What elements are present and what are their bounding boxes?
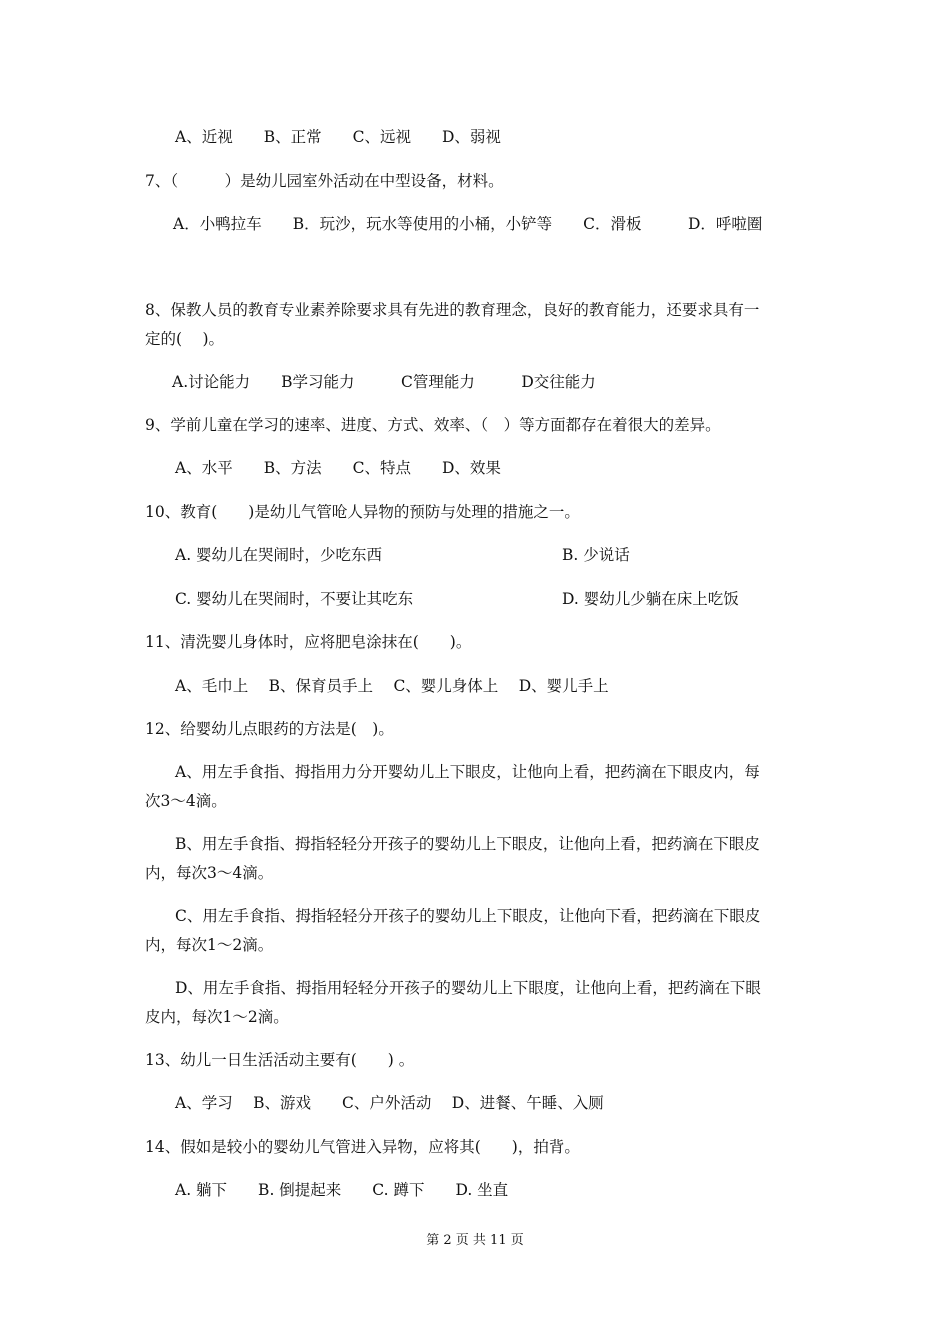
q10-option-a: A. 婴幼儿在哭闹时，少吃东西 [175,546,383,564]
q12-option-a-line2: 次3～4滴。 [145,792,227,810]
q7-options: A．小鸭拉车 B．玩沙，玩水等使用的小桶，小铲等 C．滑板 D．呼啦圈 [173,215,763,233]
q12-option-c-line2: 内，每次1～2滴。 [145,936,274,954]
q12-option-c-line1: C、用左手食指、拇指轻轻分开孩子的婴幼儿上下眼皮，让他向下看，把药滴在下眼皮 [175,907,761,925]
q13-stem: 13、幼儿一日生活活动主要有( ) 。 [145,1051,415,1069]
q14-options: A. 躺下 B. 倒提起来 C. 蹲下 D. 坐直 [175,1181,509,1199]
q12-stem: 12、给婴幼儿点眼药的方法是( )。 [145,720,394,738]
q7-stem: 7、（ ）是幼儿园室外活动在中型设备，材料。 [145,172,504,190]
q11-options: A、毛巾上 B、保育员手上 C、婴儿身体上 D、婴儿手上 [175,677,609,695]
q6-options: A、近视 B、正常 C、远视 D、弱视 [175,128,501,146]
q9-stem: 9、学前儿童在学习的速率、进度、方式、效率、（ ）等方面都存在着很大的差异。 [145,416,721,434]
q12-option-b-line2: 内，每次3～4滴。 [145,864,274,882]
q13-options: A、学习 B、游戏 C、户外活动 D、进餐、午睡、入厕 [175,1094,604,1112]
q8-stem-line2: 定的( )。 [145,330,225,348]
q12-option-d-line1: D、用左手食指、拇指用轻轻分开孩子的婴幼儿上下眼度，让他向上看，把药滴在下眼 [175,979,761,997]
q12-option-a-line1: A、用左手食指、拇指用力分开婴幼儿上下眼皮，让他向上看，把药滴在下眼皮内，每 [175,763,760,781]
q10-option-c: C. 婴幼儿在哭闹时，不要让其吃东 [175,590,414,608]
page-footer: 第 2 页 共 11 页 [426,1233,524,1248]
q12-option-d-line2: 皮内，每次1～2滴。 [145,1008,289,1026]
q10-stem: 10、教育( )是幼儿气管呛人异物的预防与处理的措施之一。 [145,503,580,521]
q10-option-b: B. 少说话 [562,546,630,564]
q12-option-b-line1: B、用左手食指、拇指轻轻分开孩子的婴幼儿上下眼皮，让他向上看，把药滴在下眼皮 [175,835,760,853]
q11-stem: 11、清洗婴儿身体时，应将肥皂涂抹在( )。 [145,633,472,651]
q9-options: A、水平 B、方法 C、特点 D、效果 [175,459,501,477]
q8-options: A.讨论能力 B学习能力 C管理能力 D交往能力 [172,373,596,391]
q10-option-d: D. 婴幼儿少躺在床上吃饭 [562,590,739,608]
q14-stem: 14、假如是较小的婴幼儿气管进入异物，应将其( )，拍背。 [145,1138,580,1156]
q8-stem-line1: 8、保教人员的教育专业素养除要求具有先进的教育理念，良好的教育能力，还要求具有一 [145,301,760,319]
